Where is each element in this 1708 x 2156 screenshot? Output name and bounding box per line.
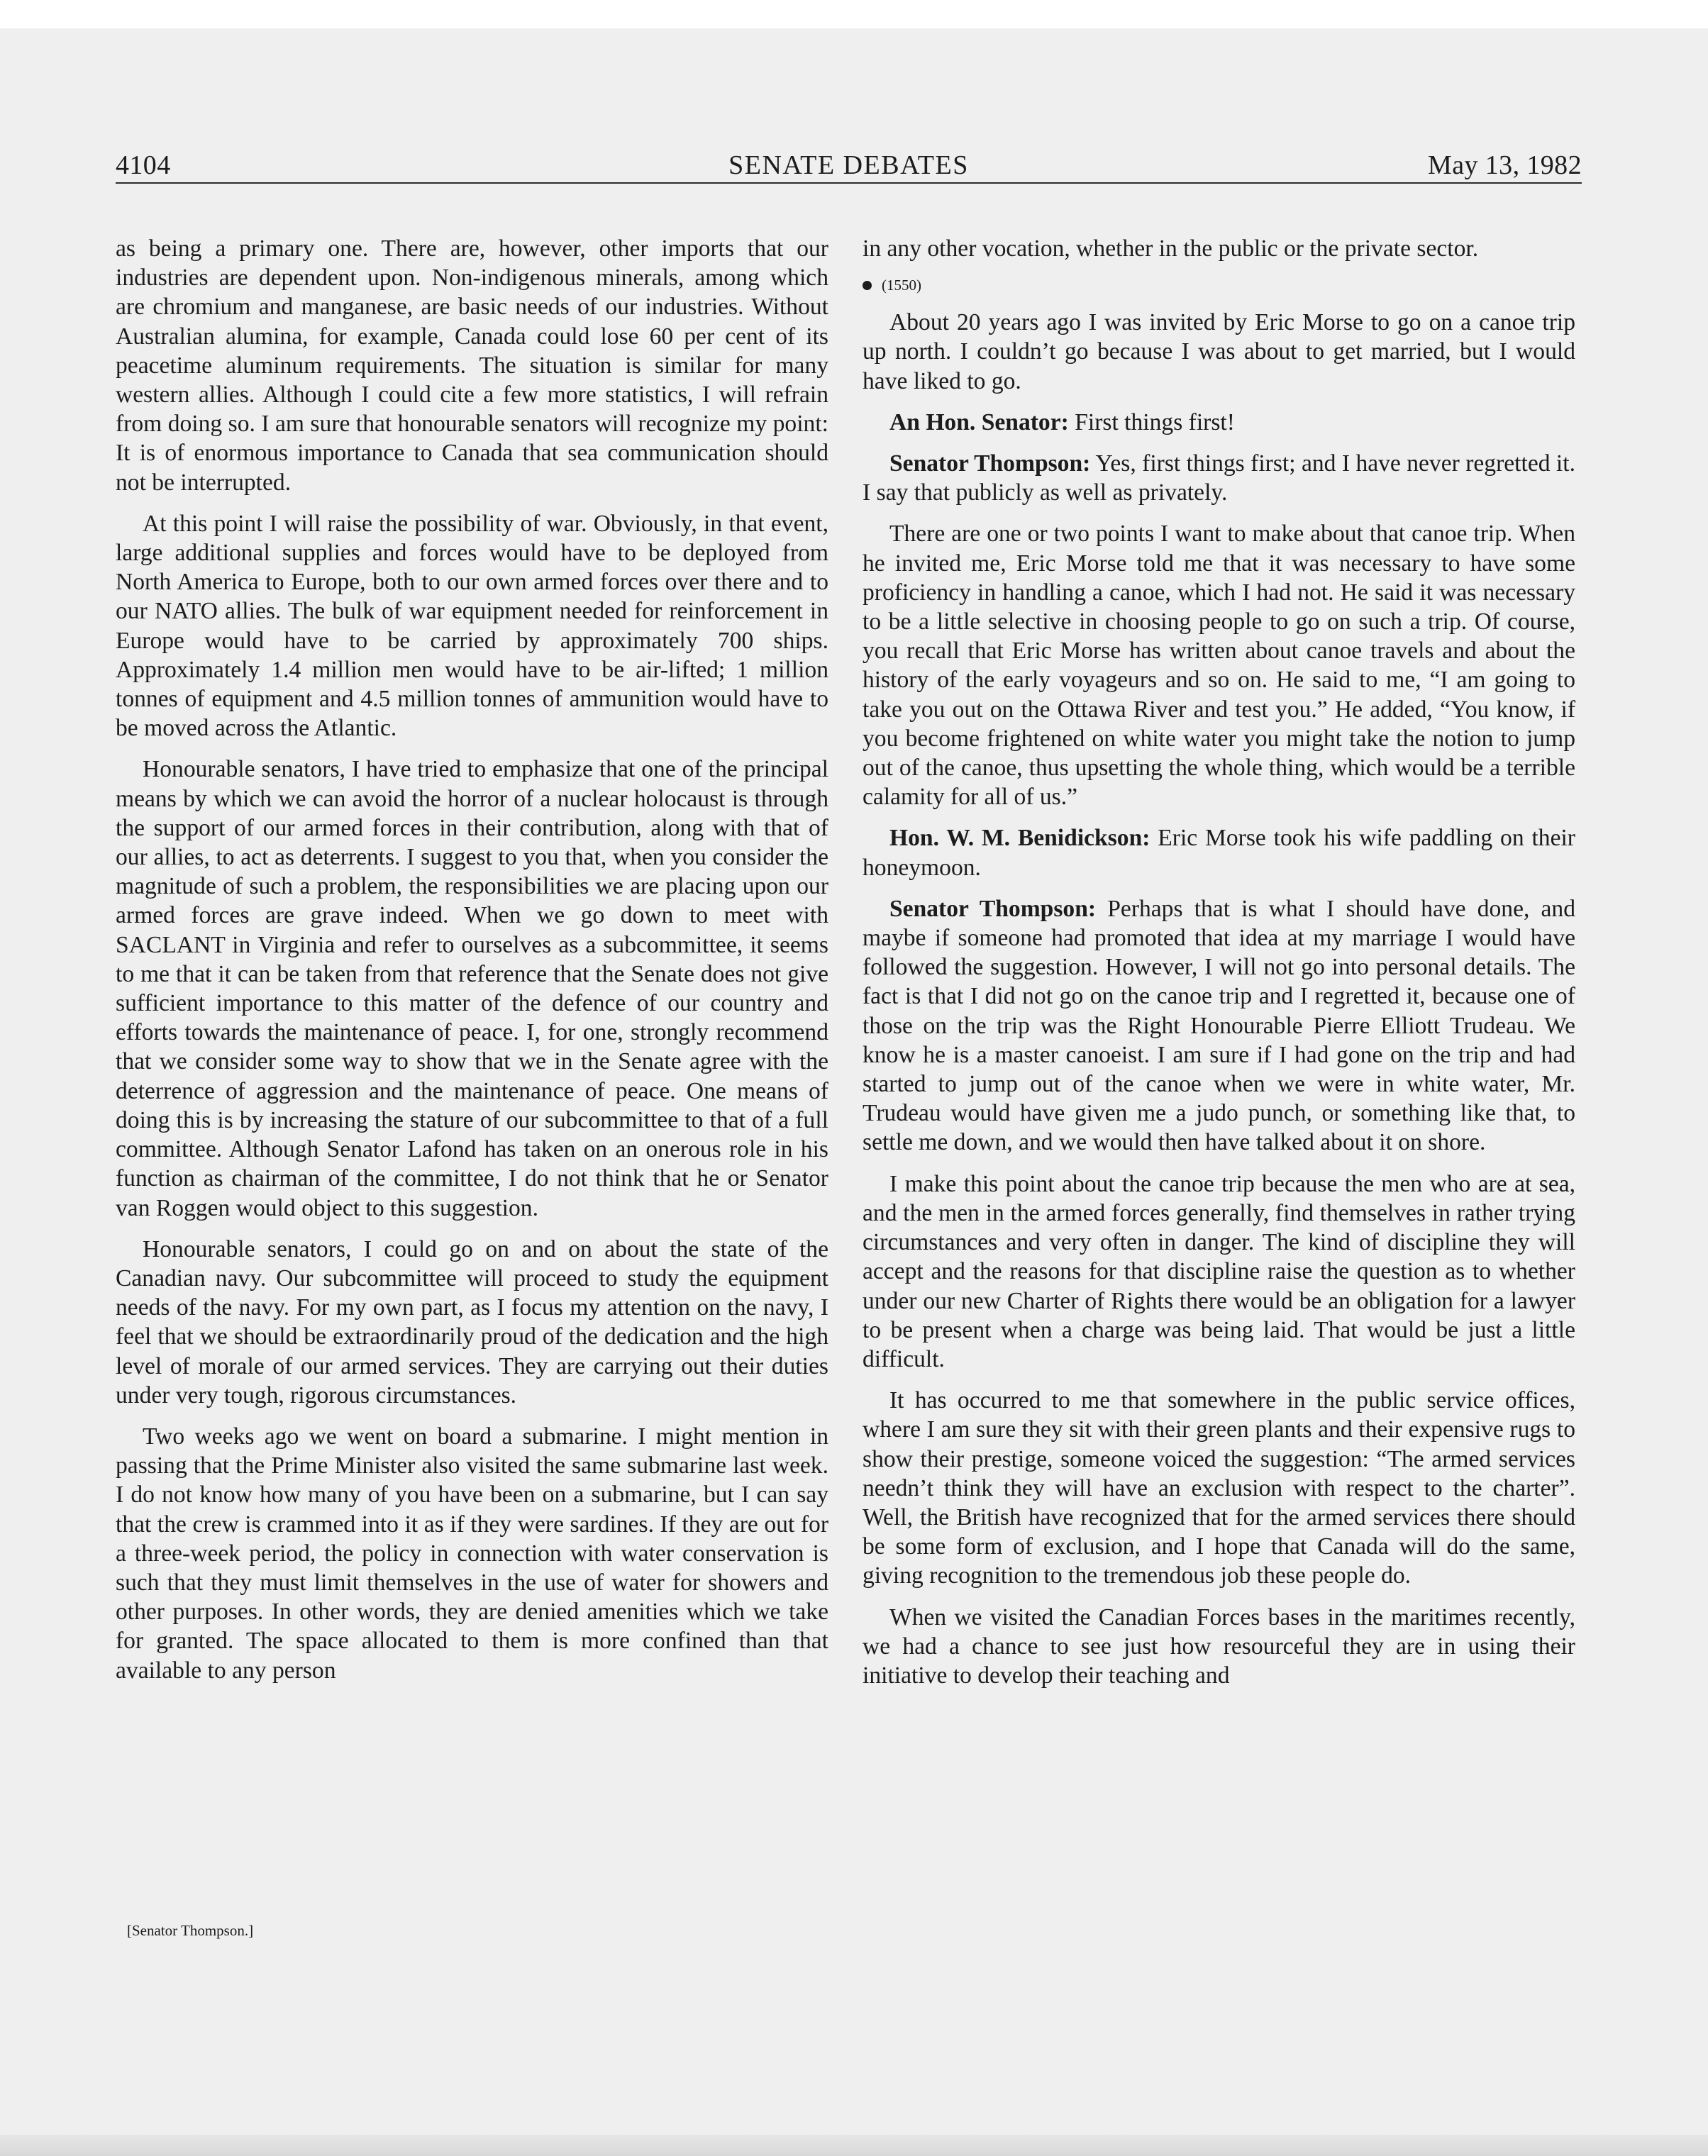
- paragraph: Two weeks ago we went on board a submarine. I might mention in passing that the Prime Minister also visited the same submarine last week. I do not know how many of you have been on a submarine, but I can say that the crew is crammed into it as if they were sardines. If they are out for a three-week period, the policy in connection with water conservation is such that they must limit themselves in the use of water for showers and other purposes. In other words, they are denied amenities which we take for granted. The space allocated to them is more confined than that available to any person: [116, 1423, 828, 1684]
- speech-thompson: [863, 449, 1575, 507]
- right-column: [863, 234, 1575, 1702]
- speech-benidickson: [863, 823, 1575, 882]
- page-header: [116, 148, 1582, 183]
- paragraph: At this point I will raise the possibility of war. Obviously, in that event, large additional supplies and forces would have to be deployed from North America to Europe, both to our own armed forces over there and to our NATO allies. The bulk of war equipment needed for reinforcement in Europe would have to be carried by approximately 700 ships. Approximately 1.4 million men would have to be air-lifted; 1 million tonnes of equipment and 4.5 million tonnes of ammunition would have to be moved across the Atlantic.: [116, 510, 828, 742]
- speaker-name: Hon. W. M. Benidickson:: [889, 825, 1150, 852]
- header-rule: [116, 182, 1582, 184]
- speech-hon-senator: [863, 408, 1575, 437]
- left-column: [116, 234, 828, 1697]
- paragraph: Honourable senators, I could go on and on about the state of the Canadian navy. Our subcommittee will proceed to study the equipment needs of the navy. For my own part, as I focus my attention on the navy, I feel that we should be extraordinarily proud of the dedication and the high level of morale of our armed services. They are carrying out their duties under very tough, rigorous circumstances.: [116, 1235, 828, 1408]
- timestamp-marker: [863, 275, 1575, 295]
- speaker-name: An Hon. Senator:: [889, 409, 1069, 435]
- paragraph: I make this point about the canoe trip because the men who are at sea, and the men in the armed forces generally, find themselves in rather trying circumstances and very often in danger. The kind of discipline they will accept and the reasons for that discipline raise the question as to whether under our new Charter of Rights there would be an obligation for a lawyer to be present when a charge was being laid. That would be just a little difficult.: [863, 1170, 1575, 1372]
- paragraph: in any other vocation, whether in the public or the private sector.: [863, 235, 1479, 262]
- paragraph: Honourable senators, I have tried to emphasize that one of the principal means by which we can avoid the horror of a nuclear holocaust is through the support of our armed forces in their contribution, along with that of our allies, to act as deterrents. I suggest to you that, when you consider the magnitude of such a problem, the responsibilities we are placing upon our armed forces are grave indeed. When we go down to meet with SACLANT in Virginia and refer to ourselves as a subcommittee, it seems to me that it can be taken from that reference that the Senate does not give sufficient importance to this matter of the defence of our country and efforts towards the maintenance of peace. I, for one, strongly recommend that we consider some way to show that we in the Senate agree with the deterrence of aggression and the maintenance of peace. One means of doing this is by increasing the stature of our subcommittee to that of a full committee. Although Senator Lafond has taken on an onerous role in his function as chairman of the committee, I do not think that he or Senator van Roggen would object to this suggestion.: [116, 756, 828, 1221]
- scan-bottom-edge: [0, 2135, 1708, 2156]
- speech-text: Yes, first things first; and I have never regretted it. I say that publicly as well as privately.: [863, 450, 1575, 506]
- speech-thompson: [863, 894, 1575, 1157]
- speech-text: Eric Morse took his wife paddling on their honeymoon.: [863, 825, 1575, 881]
- paragraph: as being a primary one. There are, however, other imports that our industries are dependent upon. Non-indigenous minerals, among which are chromium and manganese, are basic needs of our industries. Without Australian alumina, for example, Canada could lose 60 per cent of its peacetime aluminum requirements. The situation is similar for many western allies. Although I could cite a few more statistics, I will refrain from doing so. I am sure that honourable senators will recognize my point: It is of enormous importance to Canada that sea communication should not be interrupted.: [116, 235, 828, 496]
- speaker-name: Senator Thompson:: [889, 450, 1091, 477]
- timestamp-text: (1550): [882, 277, 921, 294]
- speaker-footnote: [Senator Thompson.]: [127, 1922, 254, 1939]
- header-date: May 13, 1982: [1428, 150, 1582, 180]
- speech-text: Perhaps that is what I should have done, and maybe if someone had promoted that idea at my marriage I would have followed the suggestion. However, I will not go into personal details. The fact is that I did not go on the canoe trip and I regretted it, because one of those on the trip was the Right Honourable Pierre Elliott Trudeau. We know he is a master canoeist. I am sure if I had gone on the trip and had started to jump out of the canoe when we were in white water, Mr. Trudeau would have given me a judo punch, or something like that, to settle me down, and we would then have talked about it on shore.: [863, 895, 1575, 1156]
- running-title: SENATE DEBATES: [728, 150, 969, 180]
- paragraph: When we visited the Canadian Forces bases in the maritimes recently, we had a chance to see just how resourceful they are in using their initiative to develop their teaching and: [863, 1604, 1575, 1689]
- paragraph: There are one or two points I want to make about that canoe trip. When he invited me, Eric Morse told me that it was necessary to have some proficiency in handling a canoe, which I had not. He said it was necessary to be a little selective in choosing people to go on such a trip. Of course, you recall that Eric Morse has written about canoe travels and about the history of the early voyageurs and so on. He said to me, “I am going to take you out on the Ottawa River and test you.” He added, “You know, if you become frightened on white water you might take the notion to jump out of the canoe, thus upsetting the whole thing, which would be a terrible calamity for all of us.”: [863, 521, 1575, 811]
- page-number: 4104: [116, 150, 171, 180]
- scan-top-margin: [0, 0, 1708, 28]
- speaker-name: Senator Thompson:: [889, 895, 1097, 922]
- paragraph: About 20 years ago I was invited by Eric Morse to go on a canoe trip up north. I couldn’t go because I was about to get married, but I would have liked to go.: [863, 309, 1575, 394]
- bullet-icon: [863, 281, 872, 290]
- speech-text: First things first!: [1075, 409, 1235, 435]
- paragraph: It has occurred to me that somewhere in the public service offices, where I am sure they sit with their green plants and their expensive rugs to show their prestige, someone voiced the suggestion: “The armed services needn’t think they will have an exclusion with respect to the charter”. Well, the British have recognized that for the armed services there should be some form of exclusion, and I hope that Canada will do the same, giving recognition to the tremendous job these people do.: [863, 1387, 1575, 1589]
